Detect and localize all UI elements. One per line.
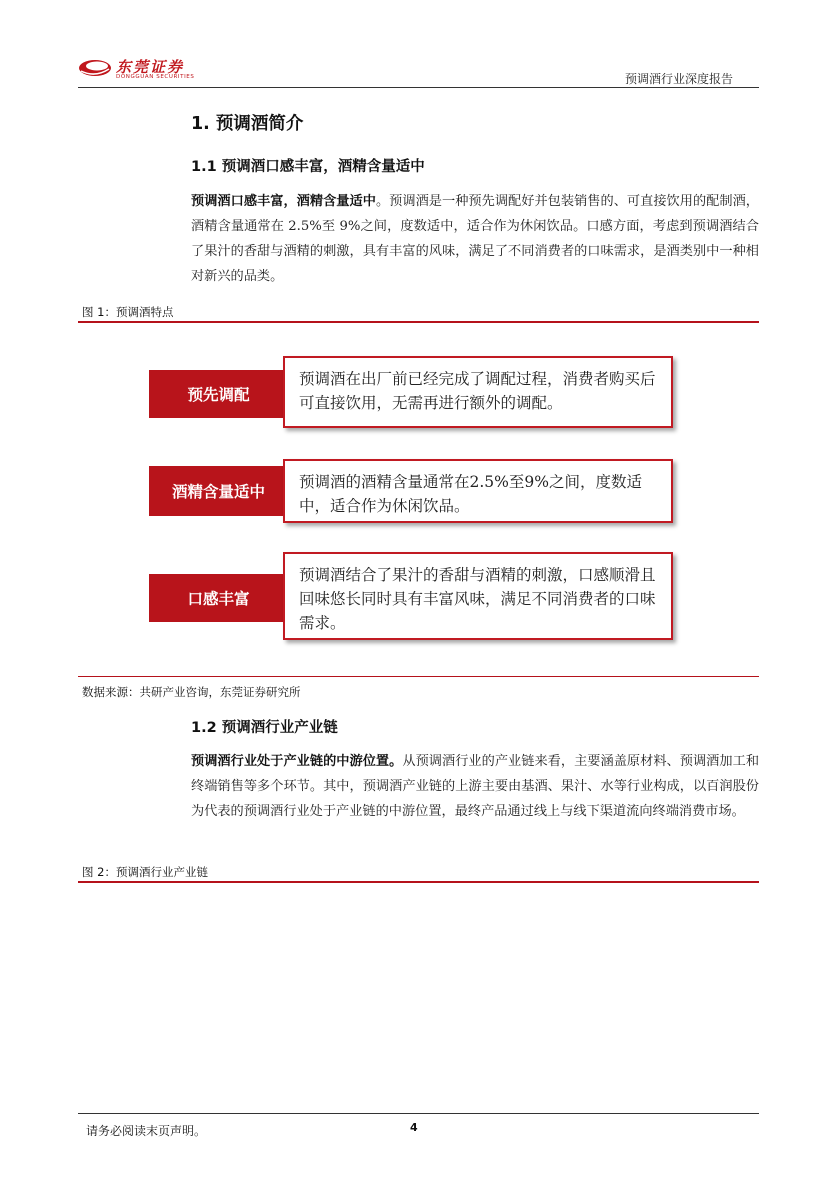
feature-description: 预调酒在出厂前已经完成了调配过程，消费者购买后可直接饮用，无需再进行额外的调配。 bbox=[283, 356, 673, 428]
figure-2-top-rule bbox=[78, 881, 759, 883]
figure-1-caption: 图 1：预调酒特点 bbox=[82, 305, 174, 319]
figure-1-bottom-rule bbox=[78, 676, 759, 677]
report-title: 预调酒行业深度报告 bbox=[624, 72, 733, 86]
logo-text-en: DONGGUAN SECURITIES bbox=[116, 74, 195, 80]
subsection-heading-1-2: 1.2 预调酒行业产业链 bbox=[191, 720, 338, 736]
footer-divider bbox=[78, 1113, 759, 1114]
footer-disclaimer: 请务必阅读末页声明。 bbox=[86, 1124, 207, 1138]
paragraph-lead: 预调酒口感丰富，酒精含量适中 bbox=[191, 194, 376, 209]
logo-text-cn: 东莞证券 bbox=[116, 58, 185, 76]
paragraph-1-2 bbox=[191, 749, 759, 824]
subsection-heading-1-1: 1.1 预调酒口感丰富，酒精含量适中 bbox=[191, 159, 425, 175]
feature-description: 预调酒结合了果汁的香甜与酒精的刺激，口感顺滑且回味悠长同时具有丰富风味，满足不同消费者的口味需求。 bbox=[283, 552, 673, 640]
figure-2-caption: 图 2：预调酒行业产业链 bbox=[82, 865, 208, 879]
feature-tag: 预先调配 bbox=[149, 370, 288, 418]
feature-tag: 酒精含量适中 bbox=[149, 466, 288, 516]
paragraph-lead: 预调酒行业处于产业链的中游位置。 bbox=[191, 754, 403, 769]
page-number: 4 bbox=[410, 1121, 418, 1134]
paragraph-body: 从预调酒行业的产业链来看，主要涵盖原材料、预调酒加工和终端销售等多个环节。其中，预调酒产业链的上游主要由基酒、果汁、水等行业构成，以百润股份为代表的预调酒行业处于产业链的中游位置，最终产品通过线上与线下渠道流向终端消费市场。 bbox=[191, 754, 759, 819]
section-heading: 1. 预调酒简介 bbox=[191, 114, 304, 134]
paragraph-body: 。预调酒是一种预先调配好并包装销售的、可直接饮用的配制酒，酒精含量通常在 2.5%至 9%之间，度数适中，适合作为休闲饮品。口感方面，考虑到预调酒结合了果汁的香甜与酒精的刺激，具有丰富的风味，满足了不同消费者的口味需求，是酒类别中一种相对新兴的品类。 bbox=[191, 194, 759, 284]
figure-1-source: 数据来源：共研产业咨询，东莞证券研究所 bbox=[82, 685, 301, 699]
feature-description: 预调酒的酒精含量通常在2.5%至9%之间，度数适中，适合作为休闲饮品。 bbox=[283, 459, 673, 523]
feature-tag: 口感丰富 bbox=[149, 574, 288, 622]
